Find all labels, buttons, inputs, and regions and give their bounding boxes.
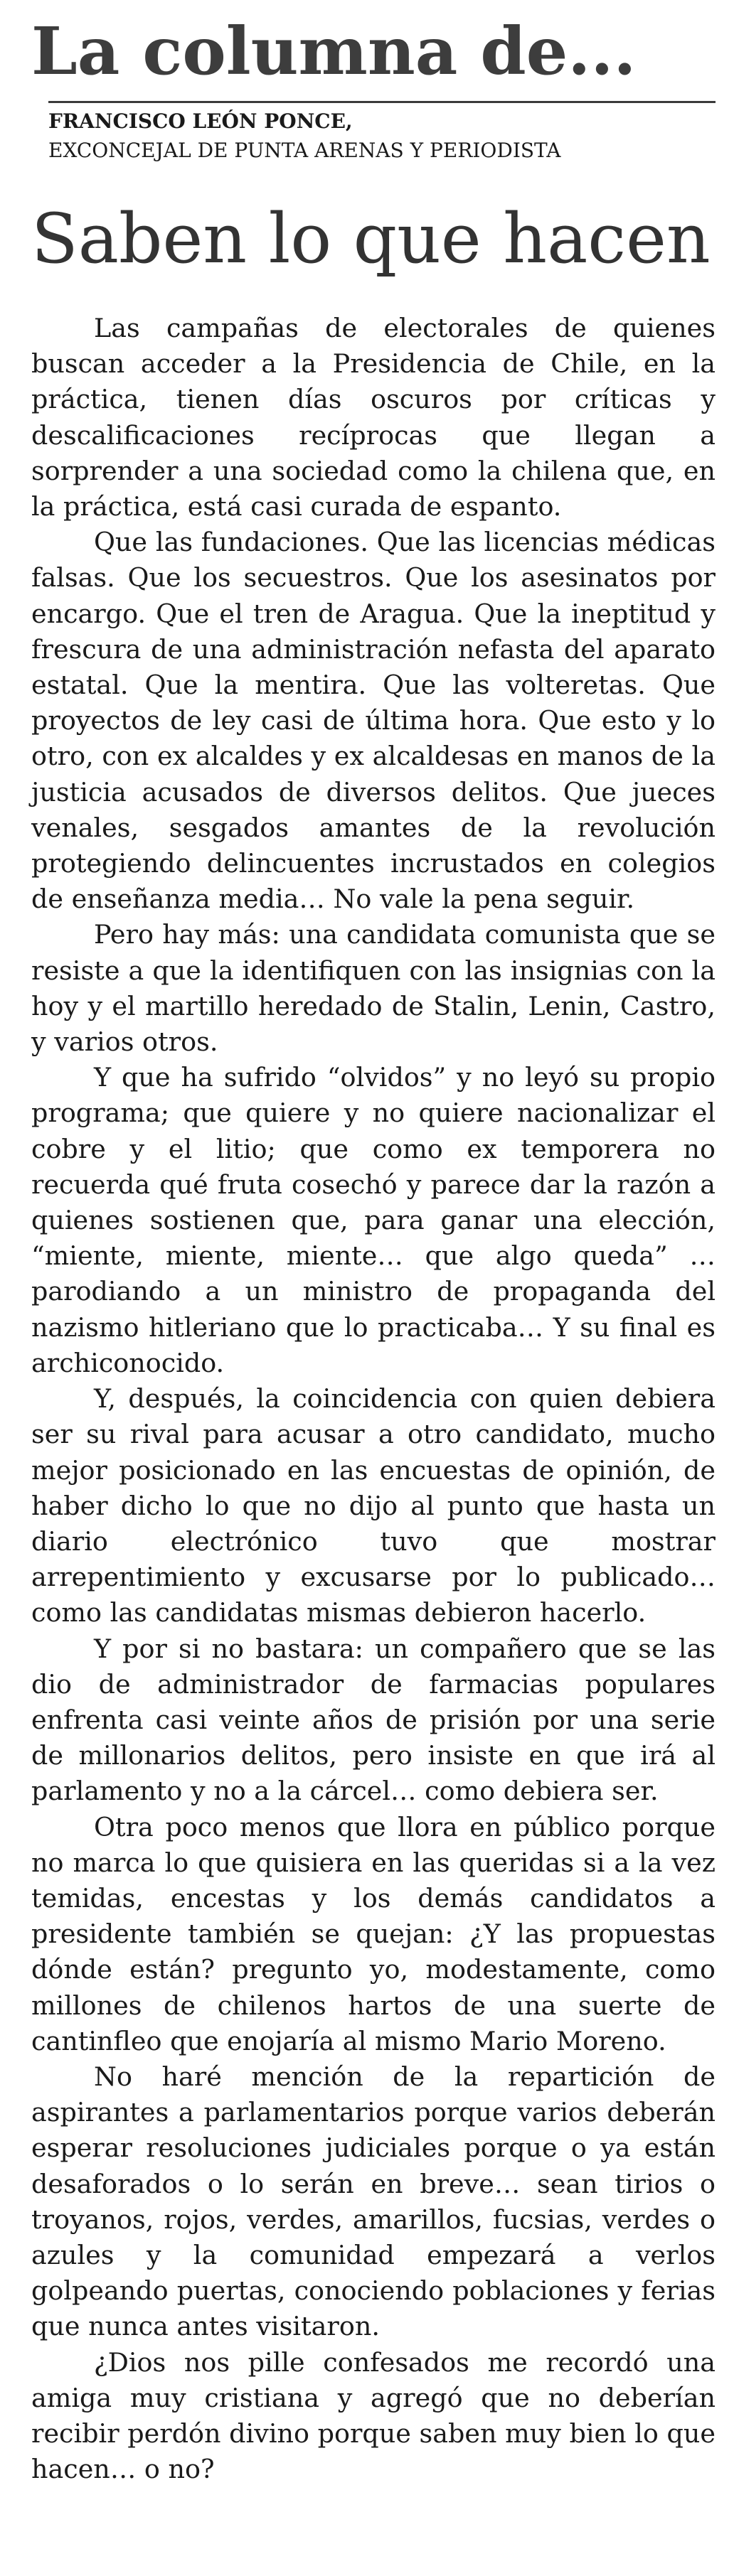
author-role: EXCONCEJAL DE PUNTA ARENAS Y PERIODISTA: [48, 139, 561, 162]
byline: [48, 107, 560, 165]
article-body: [31, 311, 716, 2487]
section-title: La columna de...: [31, 13, 637, 90]
article-paragraph: No haré mención de la repartición de aspirantes a parlamentarios porque varios deberán esperar resoluciones judiciales porque o ya están desaforados o lo serán en breve… sean tirios o troyanos, rojos, verdes, amarillos, fucsias, verdes o azules y la comunidad empezará a verlos golpeando puertas, conociendo poblaciones y ferias que nunca antes visitaron.: [31, 2061, 716, 2342]
article-paragraph: ¿Dios nos pille confesados me recordó una amiga muy cristiana y agregó que no deberían recibir perdón divino porque saben muy bien lo que hacen… o no?: [31, 2346, 716, 2485]
article-paragraph: Otra poco menos que llora en público porque no marca lo que quisiera en las queridas si a la vez temidas, encestas y los demás candidatos a presidente también se quejan: ¿Y las propuestas dónde están? pregunto yo, modestamente, como millones de chilenos hartos de una suerte de cantinfleo que enojaría al mismo Mario Moreno.: [31, 1811, 716, 2056]
article-paragraph: Y por si no bastara: un compañero que se las dio de administrador de farmacias populares enfrenta casi veinte años de prisión por una serie de millonarios delitos, pero insiste en que irá al parlamento y no a la cárcel… como debiera ser.: [31, 1633, 716, 1807]
article-paragraph: Y que ha sufrido “olvidos” y no leyó su propio programa; que quiere y no quiere nacionalizar el cobre y el litio; que como ex temporera no recuerda qué fruta cosechó y parece dar la razón a quienes sostienen que, para ganar una elección, “miente, miente, miente… que algo queda” …parodiando a un ministro de propaganda del nazismo hitleriano que lo practicaba… Y su final es archiconocido.: [31, 1062, 716, 1378]
column-header: [31, 0, 716, 279]
article-paragraph: Pero hay más: una candidata comunista que se resiste a que la identifiquen con las insignias con la hoy y el martillo heredado de Stalin, Lenin, Castro, y varios otros.: [31, 919, 716, 1058]
article-paragraph: Y, después, la coincidencia con quien debiera ser su rival para acusar a otro candidato, mucho mejor posicionado en las encuestas de opinión, de haber dicho lo que no dijo al punto que hasta un diario electrónico tuvo que mostrar arrepentimiento y excusarse por lo publicado… como las candidatas mismas debieron hacerlo.: [31, 1383, 716, 1628]
article-headline: Saben lo que hacen: [31, 199, 711, 279]
header-divider: [48, 101, 716, 103]
article-paragraph: Que las fundaciones. Que las licencias médicas falsas. Que los secuestros. Que los asesinatos por encargo. Que el tren de Aragua. Que la ineptitud y frescura de una administración nefasta del aparato estatal. Que la mentira. Que las volteretas. Que proyectos de ley casi de última hora. Que esto y lo otro, con ex alcaldes y ex alcaldesas en manos de la justicia acusados de diversos delitos. Que jueces venales, sesgados amantes de la revolución protegiendo delincuentes incrustados en colegios de enseñanza media… No vale la pena seguir.: [31, 527, 716, 915]
article-paragraph: Las campañas de electorales de quienes buscan acceder a la Presidencia de Chile, en la práctica, tienen días oscuros por críticas y descalificaciones recíprocas que llegan a sorprender a una sociedad como la chilena que, en la práctica, está casi curada de espanto.: [31, 313, 716, 522]
author-name: FRANCISCO LEÓN PONCE,: [48, 109, 353, 133]
